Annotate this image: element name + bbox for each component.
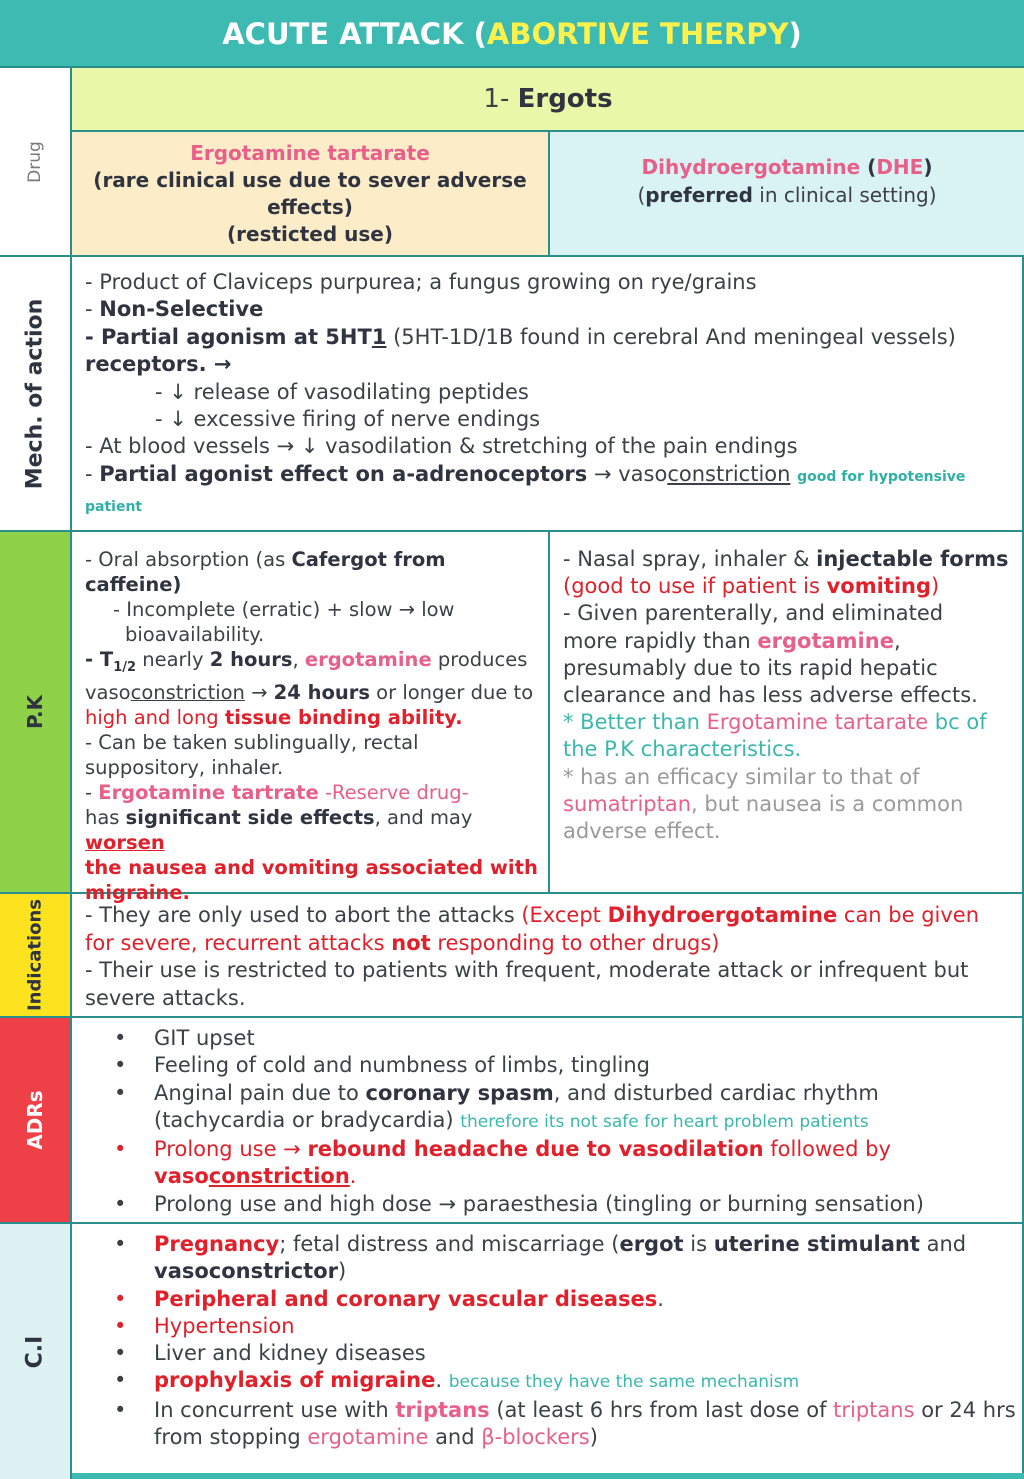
adr-3d: (tachycardia or bradycardia) <box>154 1107 461 1132</box>
pkl-l4e: ergotamine <box>304 648 432 671</box>
pkr-l8: the P.K characteristics. <box>563 737 802 762</box>
pkl-l11: the nausea and vomiting associated with <box>85 855 538 879</box>
drug-header <box>72 68 1024 132</box>
pkl-l9c: -Reserve drug- <box>318 780 469 804</box>
pkr-l4c: , <box>893 628 901 653</box>
adr-3c: , and disturbed cardiac rhythm <box>553 1080 879 1105</box>
ci-item-6 <box>72 1397 1022 1452</box>
drug-header-name: Ergots <box>517 84 613 114</box>
bullet: • <box>114 1026 127 1050</box>
ci-5c: because they have the same mechanism <box>448 1372 800 1393</box>
mech-line-1: - Product of Claviceps purpurea; a fungus growing on rye/grains <box>85 270 757 294</box>
side-drug <box>0 68 72 257</box>
pkl-l8: suppository, inhaler. <box>85 755 284 779</box>
ci-cell <box>72 1224 1024 1479</box>
adrs-cell <box>72 1018 1024 1224</box>
adr-3a: Anginal pain due to <box>154 1080 366 1105</box>
side-label-indications: Indications <box>24 898 46 1012</box>
ci-5a: prophylaxis of migraine <box>154 1368 436 1393</box>
mech-l8-arrow: → vaso <box>587 461 668 486</box>
ind-l2b: not <box>391 930 431 955</box>
pkl-l5a: vaso <box>85 680 131 704</box>
adr-item-3 <box>72 1080 1022 1137</box>
mech-line-4: receptors. → <box>85 352 232 377</box>
title-highlight: ABORTIVE THERPY <box>486 17 789 51</box>
side-mech <box>0 257 72 532</box>
ci-1e: uterine stimulant <box>713 1232 920 1256</box>
pkl-l5d: or longer due to <box>369 680 534 704</box>
ind-l1b: (Except <box>521 903 608 927</box>
ci-6c: (at least 6 hrs from last dose of <box>489 1397 834 1422</box>
ind-l4: severe attacks. <box>85 985 246 1010</box>
mech-line-5: - ↓ release of vasodilating peptides <box>155 379 529 404</box>
mech-line-7: - At blood vessels → ↓ vasodilation & stretching of the pain endings <box>85 434 798 459</box>
ci-6d: triptans <box>833 1397 915 1422</box>
pkr-l1b: injectable forms <box>816 547 1009 571</box>
ci-item-3 <box>72 1313 1022 1340</box>
drug-ergotamine-note1: (rare clinical use due to sever adverse <box>93 168 527 192</box>
pkl-l4c: 2 hours <box>209 648 293 671</box>
pkl-l2: - Incomplete (erratic) + slow → low <box>113 598 455 621</box>
drug-name-dhe: Dihydroergotamine <box>641 155 861 179</box>
pkl-l4sub: 1/2 <box>113 659 137 675</box>
drug-ergotamine-note3: (resticted use) <box>227 222 393 246</box>
pkl-l1a: - Oral absorption (as <box>85 548 292 571</box>
pkr-l10a: sumatriptan <box>563 791 692 816</box>
adr-4b: rebound headache due to vasodilation <box>307 1137 764 1162</box>
adr-item-5 <box>72 1191 1022 1218</box>
ind-l2c: responding to other drugs) <box>430 930 720 955</box>
bottom-strip <box>72 1473 1024 1479</box>
adr-4f: . <box>349 1164 357 1189</box>
bullet: • <box>114 1286 127 1311</box>
ci-6i: β-blockers <box>481 1425 590 1450</box>
ci-item-5 <box>72 1367 1022 1396</box>
mech-l8-bold: Partial agonist effect on a-adrenoceptors <box>99 461 588 486</box>
ci-6a: In concurrent use with <box>154 1397 396 1422</box>
pkl-l10b: significant side effects <box>125 805 375 829</box>
pkr-l1a: - Nasal spray, inhaler & <box>563 547 817 571</box>
adr-4c: followed by <box>763 1137 891 1162</box>
adr-2-text: Feeling of cold and numbness of limbs, tingling <box>154 1053 650 1078</box>
pkl-l1b: Cafergot from caffeine) <box>85 548 446 596</box>
ci-1f: and <box>919 1232 967 1256</box>
ci-1h: ) <box>337 1259 347 1284</box>
pkr-l5: presumably due to its rapid hepatic <box>563 655 938 680</box>
ci-1d: is <box>683 1232 714 1256</box>
drug-header-number: 1- <box>483 84 518 114</box>
ci-1g: vasoconstrictor <box>154 1259 338 1284</box>
pkr-l9: * has an efficacy similar to that of <box>563 764 920 789</box>
ci-1b: ; fetal distress and miscarriage ( <box>279 1232 620 1256</box>
pkl-l9b: Ergotamine tartrate <box>98 780 319 804</box>
adr-4d: vaso <box>154 1164 209 1189</box>
pkr-l2b: vomiting <box>826 574 932 599</box>
pkr-l11: adverse effect. <box>563 819 721 844</box>
ci-1c: ergot <box>619 1232 684 1256</box>
pk-cell-dhe <box>550 532 1024 894</box>
pkr-l4a: more rapidly than <box>563 628 758 653</box>
pkr-l7a: * Better than <box>563 710 707 735</box>
ci-item-4 <box>72 1340 1022 1367</box>
bullet: • <box>114 1232 127 1256</box>
pkl-l10d: worsen <box>85 830 165 854</box>
pkr-l4b: ergotamine <box>757 628 894 653</box>
bullet: • <box>114 1313 127 1338</box>
pkr-l2a: (good to use if patient is <box>563 574 827 599</box>
pkr-l2c: ) <box>931 574 940 599</box>
pkl-l4d: , <box>292 648 305 671</box>
bullet: • <box>114 1137 127 1162</box>
ci-6j: ) <box>589 1425 598 1450</box>
pkr-l7b: Ergotamine tartarate <box>706 710 929 735</box>
ind-l1d: can be given <box>837 903 980 927</box>
pkl-l5b: → <box>244 680 274 704</box>
mech-l3-rest: (5HT-1D/1B found in cerebral And meningeal vessels) <box>386 324 956 349</box>
ci-6e: or 24 hrs <box>914 1397 1016 1422</box>
pkr-l7c: bc of <box>928 710 987 735</box>
dhe-l2-rest: in clinical setting) <box>752 183 937 207</box>
ci-3-text: Hypertension <box>154 1313 295 1338</box>
ci-6g: ergotamine <box>307 1425 429 1450</box>
ci-6h: and <box>428 1425 482 1450</box>
adr-item-4 <box>72 1136 1022 1191</box>
ind-l1a: - They are only used to abort the attacks <box>85 903 522 927</box>
side-ci <box>0 1224 72 1479</box>
pkl-l4b: nearly <box>136 648 210 671</box>
drug-ergotamine-note2: effects) <box>267 195 353 219</box>
ind-l1c: Dihydroergotamine <box>607 903 838 927</box>
pk-cell-ergotamine <box>72 532 550 904</box>
mech-l3-bold: - Partial agonism at 5HT <box>85 324 372 349</box>
ci-2b: . <box>657 1286 664 1311</box>
pkl-l10a: has <box>85 805 126 829</box>
ci-4-text: Liver and kidney diseases <box>154 1341 426 1366</box>
ind-l3: - Their use is restricted to patients with frequent, moderate attack or infrequent but <box>85 958 969 982</box>
bullet: • <box>114 1341 127 1366</box>
pkl-l6a: high and long <box>85 705 225 729</box>
bullet: • <box>114 1368 127 1393</box>
mech-l3-u: 1 <box>371 324 387 349</box>
ci-item-1 <box>72 1231 1022 1286</box>
drug-abbr-dhe: DHE <box>876 155 924 179</box>
drug-cell-ergotamine <box>72 132 550 257</box>
pkl-l3: bioavailability. <box>125 623 265 646</box>
adr-item-1 <box>72 1025 1022 1052</box>
mech-note: good for hypotensive patient <box>85 468 966 516</box>
mech-l8-u: constriction <box>667 461 791 486</box>
ci-2a: Peripheral and coronary vascular diseases <box>154 1286 658 1311</box>
dhe-open: ( <box>860 155 877 179</box>
pkl-l5c: 24 hours <box>273 680 370 704</box>
dhe-close: ) <box>923 155 933 179</box>
adr-4a: Prolong use → <box>154 1137 308 1162</box>
pkl-l4a: - T <box>85 648 114 671</box>
ci-6b: triptans <box>395 1397 490 1422</box>
mech-l2-bold: Non-Selective <box>99 297 264 322</box>
bullet: • <box>114 1191 127 1216</box>
ci-item-2 <box>72 1286 1022 1313</box>
indications-cell <box>72 894 1024 1018</box>
bullet: • <box>114 1397 127 1422</box>
ci-1a: Pregnancy <box>154 1232 280 1256</box>
dhe-l2-open: ( <box>637 183 646 207</box>
side-label-pk: P.K <box>23 694 47 730</box>
side-label-adrs: ADRs <box>23 1090 47 1150</box>
side-pk <box>0 532 72 894</box>
mech-cell <box>72 257 1024 532</box>
pkl-l10c: , and may <box>374 805 473 829</box>
side-adrs <box>0 1018 72 1224</box>
page-title <box>0 0 1024 68</box>
ci-5b: . <box>435 1368 449 1393</box>
drug-cell-dhe <box>550 132 1024 257</box>
pkl-l6b: tissue binding ability. <box>224 705 463 729</box>
title-part2: ) <box>788 17 802 51</box>
title-part1: ACUTE ATTACK ( <box>222 17 487 51</box>
ind-l2a: for severe, recurrent attacks <box>85 930 392 955</box>
adr-item-2 <box>72 1052 1022 1079</box>
side-label-drug: Drug <box>25 140 45 183</box>
side-indications <box>0 894 72 1018</box>
adr-5-text: Prolong use and high dose → paraesthesia (tingling or burning sensation) <box>154 1191 924 1216</box>
mech-l2-dash: - <box>85 297 100 322</box>
mech-line-6: - ↓ excessive firing of nerve endings <box>155 407 541 432</box>
pkr-l3: - Given parenterally, and eliminated <box>563 601 944 626</box>
dhe-l2-bold: preferred <box>645 183 753 207</box>
drug-name-ergotamine: Ergotamine tartarate <box>190 141 430 165</box>
mech-l8-dash: - <box>85 461 100 486</box>
bullet: • <box>114 1053 127 1078</box>
adr-3b: coronary spasm <box>365 1080 554 1105</box>
pkl-l4f: produces <box>431 648 528 671</box>
adr-4e: constriction <box>208 1164 350 1189</box>
pkr-l10b: , but nausea is a common <box>691 791 964 816</box>
adr-1-text: GIT upset <box>154 1026 255 1050</box>
adr-3e: therefore its not safe for heart problem patients <box>460 1111 869 1132</box>
pkl-l12: migraine. <box>85 880 190 904</box>
bullet: • <box>114 1080 127 1105</box>
ci-6f: from stopping <box>154 1425 308 1450</box>
pkr-l6: clearance and has less adverse effects. <box>563 683 978 708</box>
side-label-ci: C.I <box>22 1335 48 1368</box>
pkl-l7: - Can be taken sublingually, rectal <box>85 730 419 754</box>
pkl-l5u: constriction <box>130 680 245 704</box>
pkl-l9a: - <box>85 780 99 804</box>
side-label-mech: Mech. of action <box>22 298 48 489</box>
